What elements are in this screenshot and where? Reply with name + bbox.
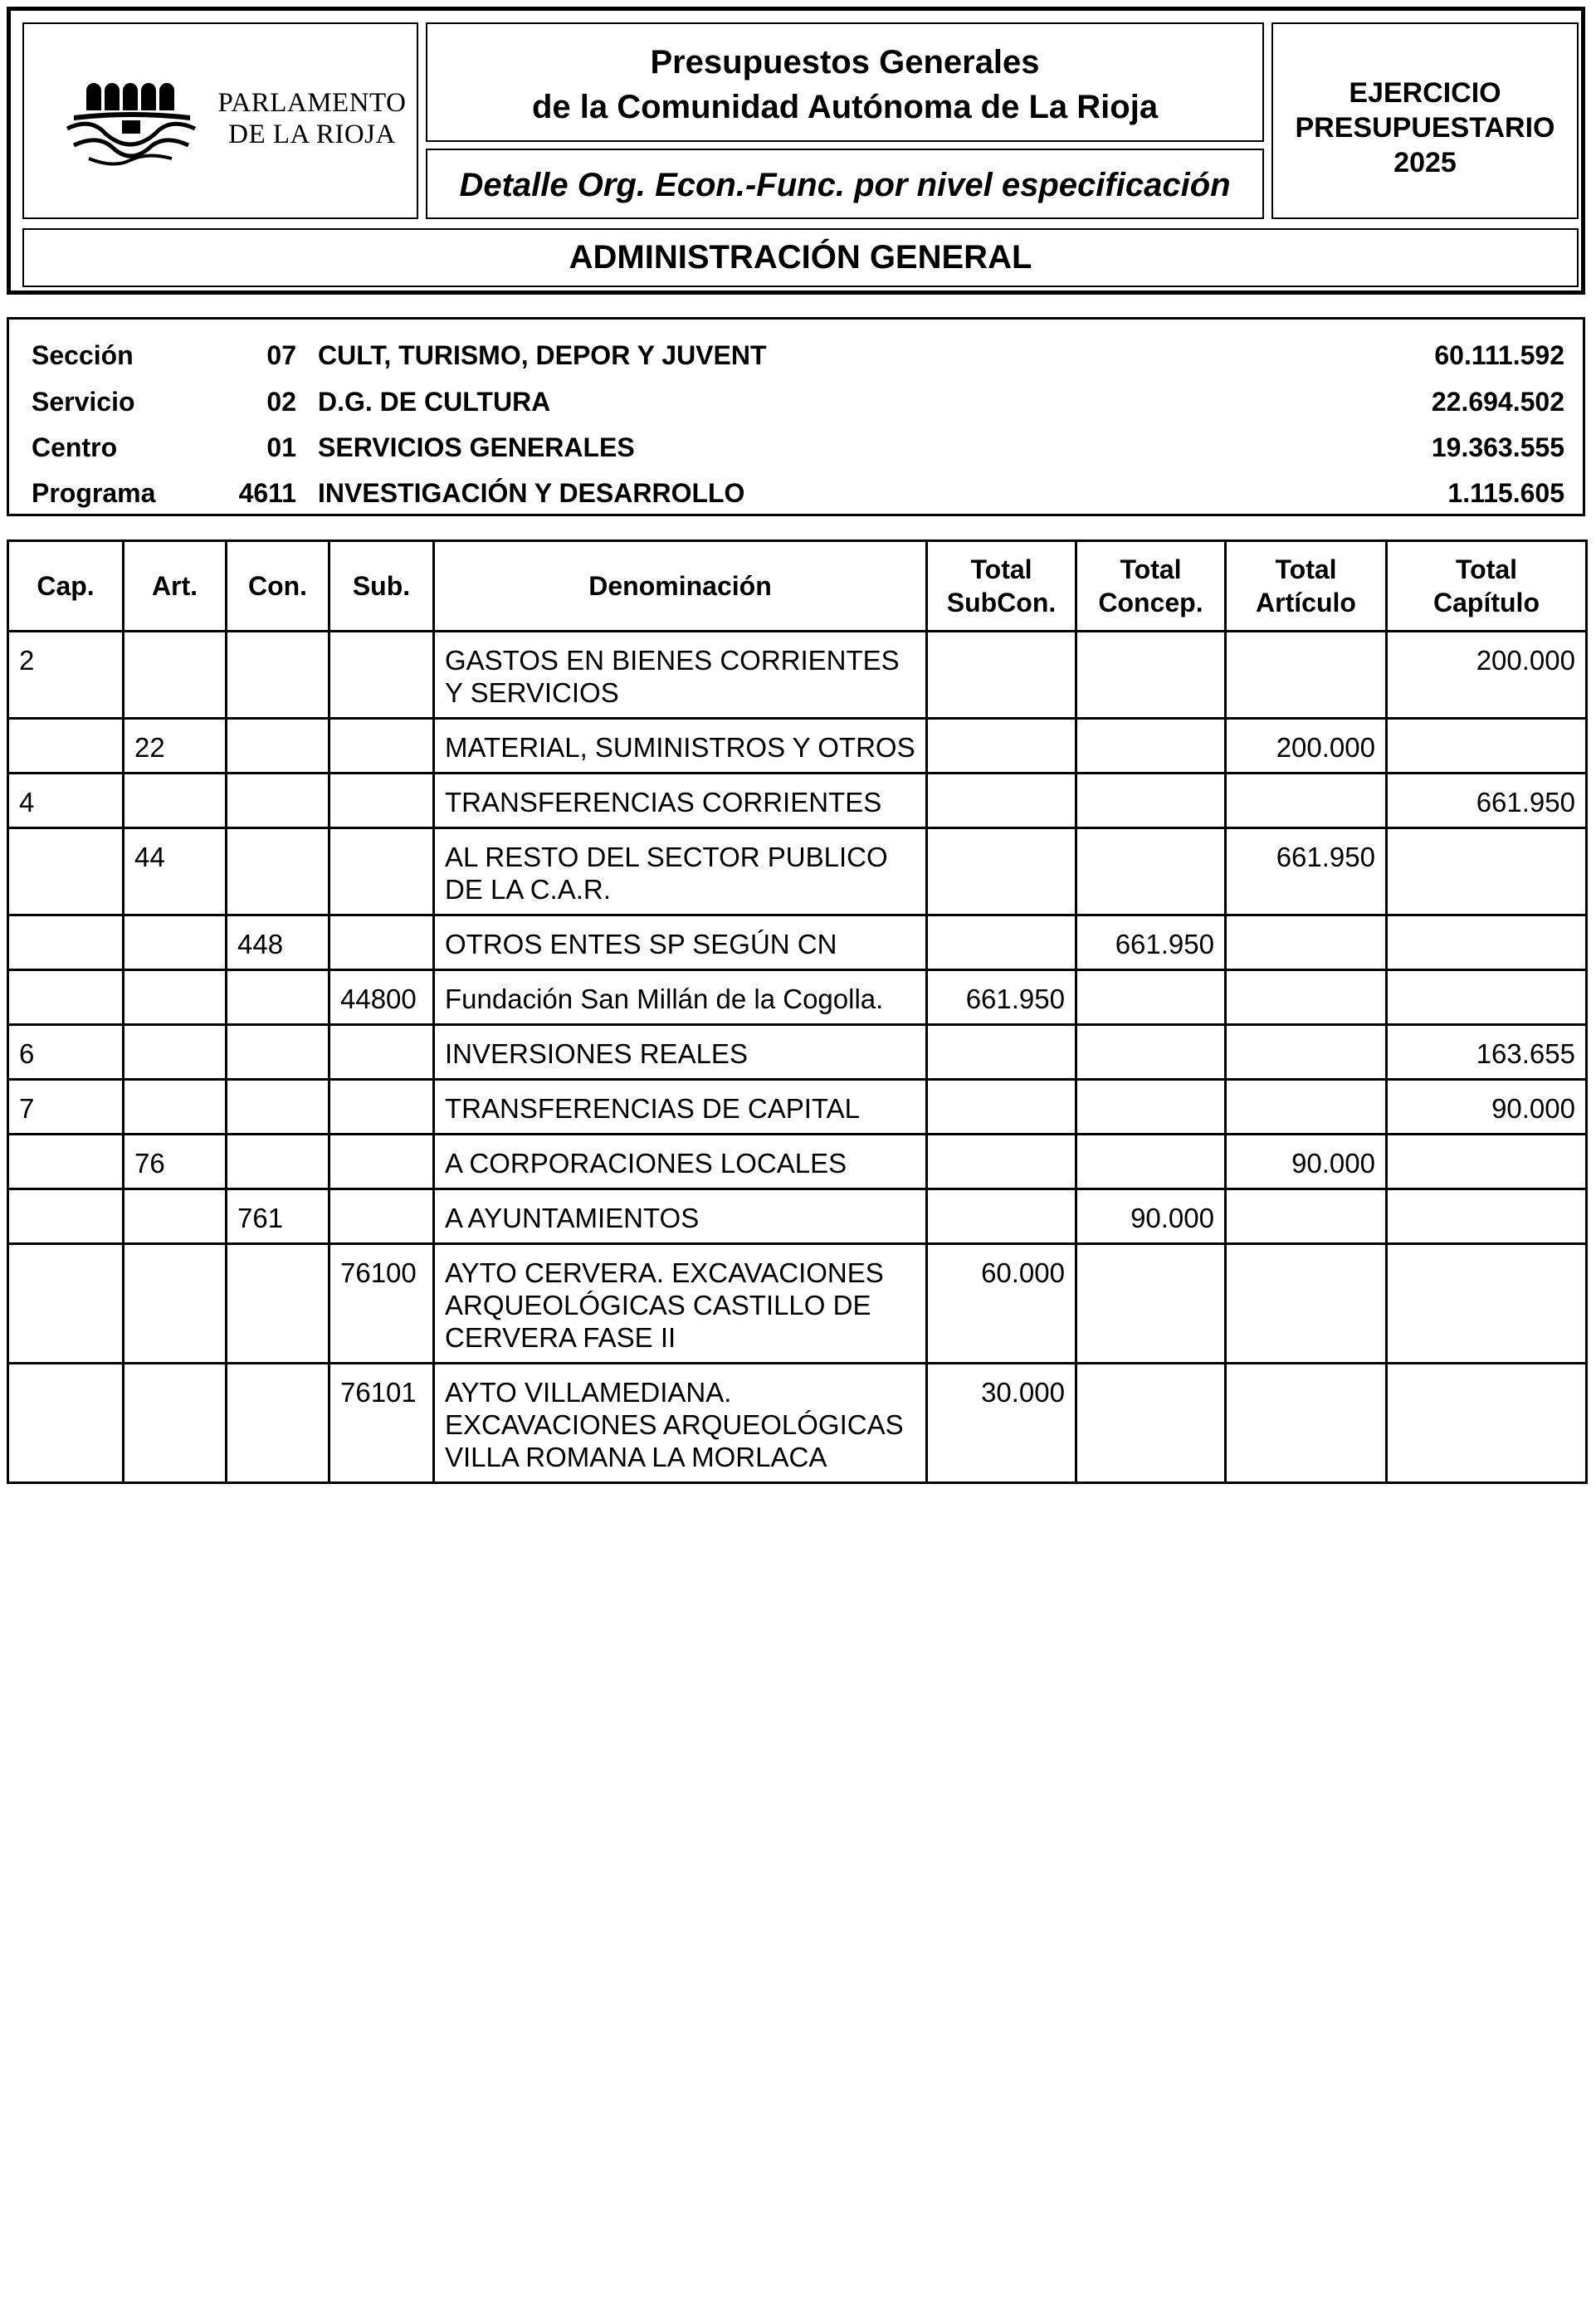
cell-total-articulo: [1226, 1364, 1387, 1483]
col-header-cap: Cap.: [8, 541, 124, 632]
cell-denominacion: TRANSFERENCIAS DE CAPITAL: [434, 1080, 927, 1135]
org-label: Sección: [32, 340, 134, 370]
cell-total-capitulo: 163.655: [1387, 1025, 1587, 1080]
cell-cap: [8, 1364, 124, 1483]
org-row-centro: [9, 425, 1583, 471]
cell-total-subcon: [927, 774, 1076, 828]
cell-sub: 76100: [329, 1244, 434, 1364]
cell-cap: [8, 828, 124, 915]
cell-art: [124, 774, 227, 828]
table-row: [8, 970, 1587, 1025]
cell-cap: [8, 719, 124, 774]
cell-total-subcon: [927, 1025, 1076, 1080]
header-line: Artículo: [1256, 588, 1356, 617]
org-name: SERVICIOS GENERALES: [318, 432, 635, 462]
cell-denominacion: TRANSFERENCIAS CORRIENTES: [434, 774, 927, 828]
cell-total-capitulo: [1387, 719, 1587, 774]
cell-total-subcon: 60.000: [927, 1244, 1076, 1364]
col-header-total-articulo: [1226, 541, 1387, 632]
parlamento-logo-icon: [66, 66, 215, 178]
cell-total-concep: [1076, 1364, 1226, 1483]
cell-total-subcon: 30.000: [927, 1364, 1076, 1483]
cell-total-articulo: [1226, 1080, 1387, 1135]
cell-total-capitulo: 90.000: [1387, 1080, 1587, 1135]
cell-con: [227, 1244, 329, 1364]
admin-title: ADMINISTRACIÓN GENERAL: [22, 228, 1579, 287]
table-row: [8, 1080, 1587, 1135]
org-label: Centro: [32, 432, 118, 462]
org-label: Programa: [32, 478, 156, 508]
cell-art: 22: [124, 719, 227, 774]
parlamento-line-2: DE LA RIOJA: [228, 120, 396, 149]
cell-total-concep: [1076, 1135, 1226, 1189]
org-amount: 22.694.502: [1431, 387, 1564, 417]
title-box: [426, 22, 1264, 142]
cell-sub: [329, 915, 434, 970]
cell-con: 448: [227, 915, 329, 970]
cell-total-articulo: [1226, 1025, 1387, 1080]
table-row: [8, 1244, 1587, 1364]
cell-art: [124, 1025, 227, 1080]
cell-art: 44: [124, 828, 227, 915]
cell-total-articulo: 200.000: [1226, 719, 1387, 774]
cell-total-articulo: [1226, 1244, 1387, 1364]
cell-total-concep: [1076, 719, 1226, 774]
parlamento-name: [208, 87, 416, 150]
table-row: [8, 1135, 1587, 1189]
cell-denominacion: AYTO CERVERA. EXCAVACIONES ARQUEOLÓGICAS CASTILLO DE CERVERA FASE II: [434, 1244, 927, 1364]
col-header-total-subcon: [927, 541, 1076, 632]
cell-sub: [329, 1135, 434, 1189]
cell-total-subcon: [927, 632, 1076, 719]
table-body: [8, 632, 1587, 1483]
cell-con: [227, 1364, 329, 1483]
cell-con: 761: [227, 1189, 329, 1244]
header-line: Concep.: [1098, 588, 1203, 617]
org-row-programa: [9, 471, 1583, 516]
cell-cap: 2: [8, 632, 124, 719]
cell-total-capitulo: [1387, 1364, 1587, 1483]
cell-total-concep: [1076, 970, 1226, 1025]
subtitle: Detalle Org. Econ.-Func. por nivel especificación: [426, 149, 1264, 219]
header-line: Total: [1120, 554, 1182, 584]
cell-total-capitulo: [1387, 970, 1587, 1025]
cell-con: [227, 1080, 329, 1135]
title-line-1: Presupuestos Generales: [650, 44, 1040, 81]
title-line-2: de la Comunidad Autónoma de La Rioja: [531, 89, 1159, 125]
cell-art: [124, 632, 227, 719]
cell-total-capitulo: [1387, 915, 1587, 970]
cell-con: [227, 632, 329, 719]
org-name: INVESTIGACIÓN Y DESARROLLO: [318, 478, 745, 508]
cell-art: [124, 1080, 227, 1135]
cell-cap: [8, 970, 124, 1025]
header-line: Total: [1275, 554, 1337, 584]
cell-con: [227, 1135, 329, 1189]
org-amount: 1.115.605: [1447, 478, 1564, 508]
cell-total-capitulo: [1387, 1135, 1587, 1189]
table-row: [8, 1364, 1587, 1483]
cell-art: [124, 915, 227, 970]
cell-total-articulo: [1226, 915, 1387, 970]
cell-total-articulo: [1226, 632, 1387, 719]
cell-sub: 44800: [329, 970, 434, 1025]
cell-con: [227, 970, 329, 1025]
org-row-seccion: [9, 333, 1583, 378]
cell-cap: [8, 1189, 124, 1244]
cell-total-concep: [1076, 828, 1226, 915]
cell-con: [227, 719, 329, 774]
cell-total-concep: [1076, 774, 1226, 828]
org-info: [7, 317, 1585, 516]
table-row: [8, 1189, 1587, 1244]
org-amount: 60.111.592: [1434, 340, 1564, 370]
cell-denominacion: INVERSIONES REALES: [434, 1025, 927, 1080]
cell-sub: [329, 719, 434, 774]
cell-denominacion: MATERIAL, SUMINISTROS Y OTROS: [434, 719, 927, 774]
ejercicio-box: [1271, 22, 1579, 219]
cell-total-subcon: [927, 1080, 1076, 1135]
org-label: Servicio: [32, 387, 135, 417]
table-row: [8, 774, 1587, 828]
cell-denominacion: Fundación San Millán de la Cogolla.: [434, 970, 927, 1025]
cell-sub: [329, 632, 434, 719]
cell-denominacion: OTROS ENTES SP SEGÚN CN: [434, 915, 927, 970]
table-row: [8, 1025, 1587, 1080]
ejercicio-line-1: EJERCICIO: [1349, 77, 1501, 109]
cell-total-capitulo: [1387, 1244, 1587, 1364]
cell-sub: [329, 774, 434, 828]
header-line: Total: [970, 554, 1032, 584]
cell-total-capitulo: 661.950: [1387, 774, 1587, 828]
org-row-servicio: [9, 379, 1583, 425]
header-line: Total: [1455, 554, 1518, 584]
cell-total-concep: [1076, 1080, 1226, 1135]
cell-con: [227, 1025, 329, 1080]
cell-denominacion: GASTOS EN BIENES CORRIENTES Y SERVICIOS: [434, 632, 927, 719]
parlamento-line-1: PARLAMENTO: [217, 88, 407, 118]
cell-total-articulo: [1226, 970, 1387, 1025]
cell-cap: 7: [8, 1080, 124, 1135]
cell-denominacion: A CORPORACIONES LOCALES: [434, 1135, 927, 1189]
header-line: SubCon.: [946, 588, 1057, 617]
cell-cap: 4: [8, 774, 124, 828]
cell-total-articulo: [1226, 774, 1387, 828]
table-row: [8, 915, 1587, 970]
cell-denominacion: AYTO VILLAMEDIANA. EXCAVACIONES ARQUEOLÓGICAS VILLA ROMANA LA MORLACA: [434, 1364, 927, 1483]
cell-sub: [329, 1080, 434, 1135]
org-name: D.G. DE CULTURA: [318, 387, 551, 417]
cell-art: [124, 970, 227, 1025]
cell-total-articulo: 661.950: [1226, 828, 1387, 915]
col-header-total-concep: [1076, 541, 1226, 632]
cell-total-capitulo: 200.000: [1387, 632, 1587, 719]
cell-total-subcon: [927, 1135, 1076, 1189]
org-code: 4611: [238, 478, 296, 508]
cell-art: [124, 1364, 227, 1483]
cell-total-subcon: [927, 1189, 1076, 1244]
col-header-sub: Sub.: [329, 541, 434, 632]
cell-total-subcon: 661.950: [927, 970, 1076, 1025]
org-code: 07: [266, 340, 296, 370]
cell-cap: [8, 915, 124, 970]
cell-total-subcon: [927, 828, 1076, 915]
header-line: Capítulo: [1433, 588, 1540, 617]
cell-con: [227, 828, 329, 915]
cell-total-articulo: 90.000: [1226, 1135, 1387, 1189]
table-header-row: [8, 541, 1587, 632]
cell-total-subcon: [927, 915, 1076, 970]
table-row: [8, 828, 1587, 915]
org-code: 01: [266, 432, 296, 462]
ejercicio-year: 2025: [1393, 147, 1457, 178]
cell-total-concep: [1076, 632, 1226, 719]
cell-art: [124, 1244, 227, 1364]
cell-total-concep: 661.950: [1076, 915, 1226, 970]
ejercicio-line-2: PRESUPUESTARIO: [1295, 112, 1555, 144]
budget-table: [7, 539, 1588, 1484]
cell-denominacion: A AYUNTAMIENTOS: [434, 1189, 927, 1244]
org-name: CULT, TURISMO, DEPOR Y JUVENT: [318, 340, 767, 370]
table-row: [8, 719, 1587, 774]
cell-cap: [8, 1135, 124, 1189]
col-header-art: Art.: [124, 541, 227, 632]
col-header-con: Con.: [227, 541, 329, 632]
cell-sub: [329, 1025, 434, 1080]
cell-sub: [329, 1189, 434, 1244]
cell-total-articulo: [1226, 1189, 1387, 1244]
table-row: [8, 632, 1587, 719]
cell-sub: 76101: [329, 1364, 434, 1483]
cell-cap: 6: [8, 1025, 124, 1080]
logo-box: [22, 22, 418, 219]
col-header-total-capitulo: [1387, 541, 1587, 632]
cell-total-concep: [1076, 1244, 1226, 1364]
cell-total-capitulo: [1387, 1189, 1587, 1244]
cell-sub: [329, 828, 434, 915]
cell-denominacion: AL RESTO DEL SECTOR PUBLICO DE LA C.A.R.: [434, 828, 927, 915]
cell-cap: [8, 1244, 124, 1364]
cell-total-subcon: [927, 719, 1076, 774]
cell-total-concep: 90.000: [1076, 1189, 1226, 1244]
cell-art: 76: [124, 1135, 227, 1189]
document-header: [7, 7, 1585, 295]
cell-total-capitulo: [1387, 828, 1587, 915]
cell-total-concep: [1076, 1025, 1226, 1080]
org-code: 02: [266, 387, 296, 417]
org-amount: 19.363.555: [1431, 432, 1564, 462]
cell-con: [227, 774, 329, 828]
cell-art: [124, 1189, 227, 1244]
col-header-denominacion: Denominación: [434, 541, 927, 632]
